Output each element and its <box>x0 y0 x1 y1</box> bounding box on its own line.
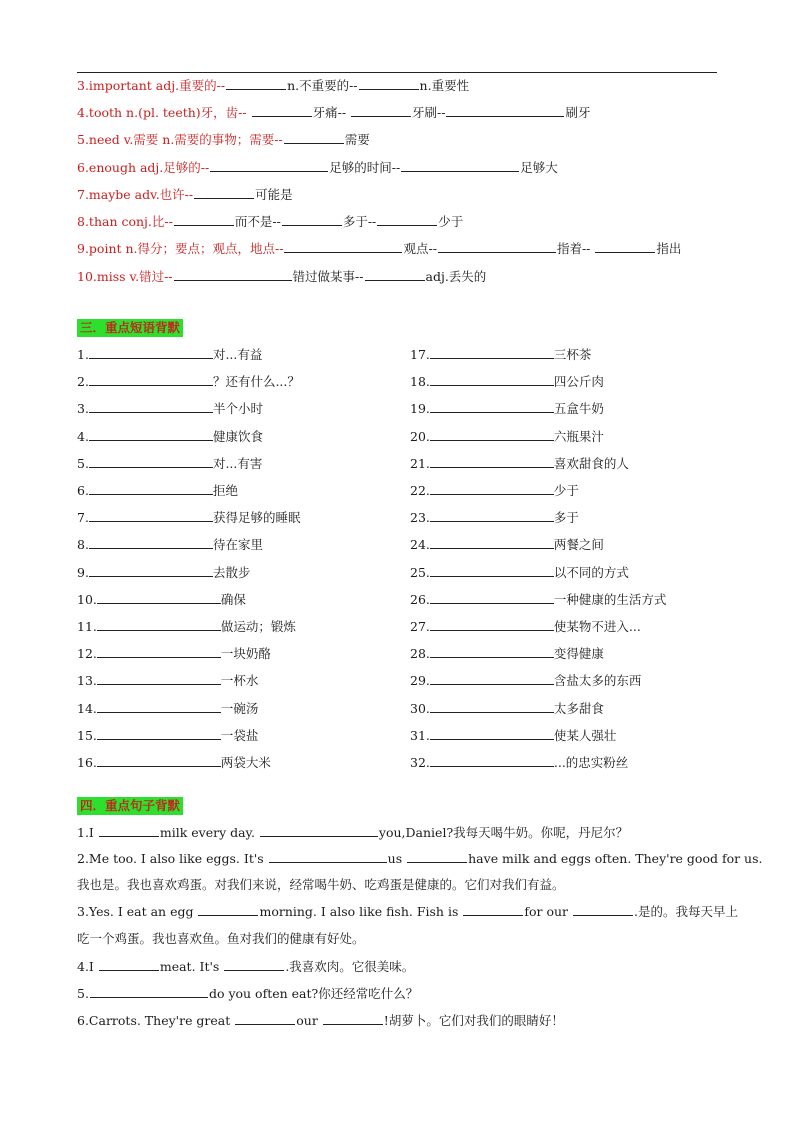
answer-blank[interactable] <box>99 825 159 837</box>
phrase-item <box>410 483 579 499</box>
answer-blank[interactable] <box>89 374 213 386</box>
sentence-line <box>77 1013 564 1029</box>
answer-blank[interactable] <box>194 187 254 199</box>
line-text: 多于-- <box>342 214 377 229</box>
answer-blank[interactable] <box>198 904 258 916</box>
phrase-item <box>77 728 258 744</box>
answer-blank[interactable] <box>430 565 554 577</box>
phrase-number: 3. <box>77 401 89 417</box>
phrase-item <box>410 429 604 445</box>
phrase-meaning: 喜欢甜食的人 <box>553 455 629 471</box>
phrase-meaning: 一碗汤 <box>220 700 259 716</box>
line-text: 少于 <box>438 214 464 229</box>
line-text: 9.point n.得分；要点；观点，地点-- <box>77 241 284 256</box>
phrase-item <box>77 374 300 390</box>
phrase-number: 8. <box>77 537 89 553</box>
phrase-number: 21. <box>410 455 430 471</box>
section3-heading: 三．重点短语背默 <box>77 319 183 337</box>
line-text: 观点-- <box>403 241 437 256</box>
line-text: .我喜欢肉。它很美味。 <box>285 959 415 974</box>
phrase-meaning: 确保 <box>220 591 246 607</box>
line-text: milk every day. <box>159 825 259 840</box>
line-text: 1.I <box>77 825 98 840</box>
phrase-item <box>410 374 604 390</box>
phrase-number: 24. <box>410 537 430 553</box>
answer-blank[interactable] <box>446 105 564 117</box>
answer-blank[interactable] <box>351 105 411 117</box>
phrase-number: 15. <box>77 727 97 743</box>
answer-blank[interactable] <box>595 241 655 253</box>
phrase-meaning: 健康饮食 <box>212 428 263 444</box>
answer-blank[interactable] <box>97 728 221 740</box>
phrase-item <box>77 565 250 581</box>
answer-blank[interactable] <box>359 78 419 90</box>
line-text: morning. I also like fish. Fish is <box>259 904 463 919</box>
phrase-item <box>410 510 579 526</box>
phrase-item <box>410 673 641 689</box>
line-text: 7.maybe adv.也许-- <box>77 187 194 202</box>
phrase-item <box>410 755 628 771</box>
answer-blank[interactable] <box>407 851 467 863</box>
line-text: 5. <box>77 986 89 1001</box>
phrase-number: 6. <box>77 483 89 498</box>
sentence-line <box>77 959 414 975</box>
phrase-number: 32. <box>410 755 430 770</box>
answer-blank[interactable] <box>97 646 221 658</box>
phrase-meaning: 两袋大米 <box>220 755 271 770</box>
answer-blank[interactable] <box>269 851 387 863</box>
vocab-line <box>77 132 370 148</box>
line-text: 4.I <box>77 959 98 974</box>
line-text: 3.Yes. I eat an egg <box>77 904 198 919</box>
line-text: !胡萝卜。它们对我们的眼睛好！ <box>383 1013 564 1028</box>
phrase-meaning: 待在家里 <box>212 537 263 553</box>
phrase-number: 20. <box>410 428 430 444</box>
answer-blank[interactable] <box>284 241 402 253</box>
phrase-meaning: 太多甜食 <box>553 700 604 716</box>
answer-blank[interactable] <box>430 755 554 767</box>
sentence-line <box>77 825 628 841</box>
line-text: have milk and eggs often. They're good for us. <box>468 851 763 866</box>
sentence-line <box>77 877 565 893</box>
line-text: 指出 <box>656 241 682 256</box>
phrase-item <box>410 646 604 662</box>
answer-blank[interactable] <box>430 401 554 413</box>
line-text: 5.need v.需要 n.需要的事物；需要-- <box>77 132 283 147</box>
phrase-item <box>77 483 238 499</box>
phrase-number: 28. <box>410 646 430 662</box>
phrase-item <box>410 347 591 363</box>
vocab-line <box>77 269 486 285</box>
answer-blank[interactable] <box>573 904 633 916</box>
phrase-meaning: 变得健康 <box>553 646 604 662</box>
answer-blank[interactable] <box>282 214 342 226</box>
phrase-meaning: 一杯水 <box>220 673 259 689</box>
answer-blank[interactable] <box>210 160 328 172</box>
line-text: 6.Carrots. They're great <box>77 1013 235 1028</box>
phrase-item <box>410 401 604 417</box>
phrase-meaning: 使某人强壮 <box>553 727 617 743</box>
phrase-number: 26. <box>410 591 430 607</box>
line-text: 4.tooth n.(pl. teeth)牙，齿-- <box>77 105 251 120</box>
phrase-number: 19. <box>410 401 430 417</box>
answer-blank[interactable] <box>260 825 378 837</box>
phrase-item <box>410 537 604 553</box>
phrase-item <box>77 347 262 363</box>
answer-blank[interactable] <box>430 592 554 604</box>
line-text: 我也是。我也喜欢鸡蛋。对我们来说，经常喝牛奶、吃鸡蛋是健康的。它们对我们有益。 <box>77 877 565 892</box>
phrase-number: 27. <box>410 619 430 634</box>
phrase-number: 10. <box>77 591 97 607</box>
section4-heading: 四．重点句子背默 <box>77 797 183 815</box>
phrase-meaning: 含盐太多的东西 <box>553 673 642 689</box>
answer-blank[interactable] <box>97 592 221 604</box>
answer-blank[interactable] <box>323 1013 383 1025</box>
answer-blank[interactable] <box>252 105 312 117</box>
phrase-item <box>77 619 296 635</box>
phrase-item <box>410 565 629 581</box>
line-text: 而不是-- <box>234 214 281 229</box>
answer-blank[interactable] <box>430 456 554 468</box>
phrase-meaning: 五盒牛奶 <box>553 401 604 417</box>
answer-blank[interactable] <box>89 483 213 495</box>
answer-blank[interactable] <box>89 456 213 468</box>
line-text: us <box>387 851 407 866</box>
phrase-meaning: ...的忠实粉丝 <box>553 755 629 770</box>
answer-blank[interactable] <box>430 510 554 522</box>
line-text: 牙痛-- <box>312 105 351 120</box>
phrase-item <box>410 619 641 635</box>
answer-blank[interactable] <box>430 619 554 631</box>
line-text: 6.enough adj.足够的-- <box>77 160 210 175</box>
line-text: 10.miss v.错过-- <box>77 269 173 284</box>
sentence-line <box>77 986 418 1002</box>
sentence-line <box>77 904 738 920</box>
phrase-meaning: 获得足够的睡眠 <box>212 510 301 526</box>
line-text: 8.than conj.比-- <box>77 214 173 229</box>
line-text: 吃一个鸡蛋。我也喜欢鱼。鱼对我们的健康有好处。 <box>77 931 365 946</box>
answer-blank[interactable] <box>235 1013 295 1025</box>
line-text: 可能是 <box>255 187 293 202</box>
phrase-number: 29. <box>410 673 430 689</box>
phrase-number: 16. <box>77 755 97 770</box>
vocab-line <box>77 241 681 257</box>
answer-blank[interactable] <box>89 510 213 522</box>
vocab-line <box>77 105 590 121</box>
line-text: n.重要性 <box>419 78 470 93</box>
answer-blank[interactable] <box>89 401 213 413</box>
phrase-item <box>77 537 263 553</box>
phrase-meaning: 拒绝 <box>212 483 238 498</box>
phrase-meaning: 一块奶酪 <box>220 646 271 662</box>
answer-blank[interactable] <box>430 646 554 658</box>
vocab-line <box>77 214 463 230</box>
answer-blank[interactable] <box>89 429 213 441</box>
line-text: 需要 <box>344 132 370 147</box>
phrase-meaning: 四公斤肉 <box>553 374 604 390</box>
phrase-meaning: 使某物不进入... <box>553 619 641 634</box>
phrase-meaning: 一种健康的生活方式 <box>553 591 667 607</box>
phrase-number: 9. <box>77 564 89 580</box>
phrase-number: 25. <box>410 564 430 580</box>
phrase-meaning: 去散步 <box>212 564 251 580</box>
answer-blank[interactable] <box>401 160 519 172</box>
line-text: you,Daniel?我每天喝牛奶。你呢，丹尼尔？ <box>378 825 629 840</box>
phrase-item <box>77 755 271 771</box>
phrase-meaning: 三杯茶 <box>553 347 592 362</box>
phrase-number: 17. <box>410 347 430 362</box>
answer-blank[interactable] <box>97 619 221 631</box>
answer-blank[interactable] <box>97 755 221 767</box>
line-text: for our <box>524 904 572 919</box>
answer-blank[interactable] <box>90 986 208 998</box>
vocab-line <box>77 160 558 176</box>
phrase-meaning: ？还有什么...？ <box>212 374 300 390</box>
phrase-item <box>77 401 263 417</box>
phrase-number: 23. <box>410 510 430 526</box>
answer-blank[interactable] <box>430 374 554 386</box>
phrase-number: 18. <box>410 374 430 390</box>
phrase-item <box>77 673 258 689</box>
phrase-item <box>77 456 262 472</box>
phrase-number: 1. <box>77 347 89 362</box>
phrase-item <box>410 456 629 472</box>
phrase-meaning: 少于 <box>553 483 579 498</box>
answer-blank[interactable] <box>89 347 213 359</box>
line-text: do you often eat?你还经常吃什么？ <box>208 986 419 1001</box>
phrase-meaning: 做运动；锻炼 <box>220 619 296 634</box>
vocab-line <box>77 187 293 203</box>
phrase-number: 12. <box>77 646 97 662</box>
phrase-meaning: 一袋盐 <box>220 727 259 743</box>
sentence-line <box>77 931 365 947</box>
answer-blank[interactable] <box>430 429 554 441</box>
line-text: 足够大 <box>520 160 558 175</box>
answer-blank[interactable] <box>430 537 554 549</box>
phrase-number: 11. <box>77 619 97 634</box>
line-text: 牙刷-- <box>412 105 446 120</box>
phrase-number: 13. <box>77 673 97 689</box>
answer-blank[interactable] <box>377 214 437 226</box>
answer-blank[interactable] <box>174 269 292 281</box>
phrase-item <box>410 701 604 717</box>
line-text: our <box>296 1013 322 1028</box>
answer-blank[interactable] <box>365 269 425 281</box>
answer-blank[interactable] <box>89 565 213 577</box>
phrase-number: 7. <box>77 510 89 526</box>
line-text: n.不重要的-- <box>287 78 358 93</box>
phrase-item <box>77 701 258 717</box>
answer-blank[interactable] <box>438 241 556 253</box>
line-text: 刷牙 <box>565 105 591 120</box>
phrase-meaning: 多于 <box>553 510 579 526</box>
phrase-number: 5. <box>77 455 89 471</box>
phrase-meaning: 六瓶果汁 <box>553 428 604 444</box>
answer-blank[interactable] <box>89 537 213 549</box>
phrase-number: 14. <box>77 700 97 716</box>
phrase-item <box>77 510 300 526</box>
answer-blank[interactable] <box>226 78 286 90</box>
line-text: 3.important adj.重要的-- <box>77 78 226 93</box>
answer-blank[interactable] <box>97 673 221 685</box>
phrase-number: 2. <box>77 374 89 390</box>
answer-blank[interactable] <box>284 132 344 144</box>
phrase-item <box>77 592 246 608</box>
phrase-meaning: 对...有害 <box>212 455 263 471</box>
phrase-number: 4. <box>77 428 89 444</box>
line-text: 足够的时间-- <box>329 160 401 175</box>
phrase-meaning: 对...有益 <box>212 347 263 362</box>
phrase-number: 30. <box>410 700 430 716</box>
phrase-item <box>77 646 271 662</box>
answer-blank[interactable] <box>430 347 554 359</box>
line-text: 指着-- <box>556 241 595 256</box>
phrase-meaning: 以不同的方式 <box>553 564 629 580</box>
answer-blank[interactable] <box>430 728 554 740</box>
answer-blank[interactable] <box>99 959 159 971</box>
sentence-line <box>77 851 763 867</box>
phrase-number: 22. <box>410 483 430 498</box>
phrase-meaning: 半个小时 <box>212 401 263 417</box>
top-rule <box>77 72 717 73</box>
line-text: 2.Me too. I also like eggs. It's <box>77 851 268 866</box>
vocab-line <box>77 78 469 94</box>
line-text: 错过做某事-- <box>292 269 364 284</box>
answer-blank[interactable] <box>430 701 554 713</box>
phrase-item <box>77 429 263 445</box>
phrase-item <box>410 728 616 744</box>
phrase-meaning: 两餐之间 <box>553 537 604 553</box>
line-text: adj.丢失的 <box>425 269 487 284</box>
answer-blank[interactable] <box>97 701 221 713</box>
line-text: .是的。我每天早上 <box>633 904 738 919</box>
answer-blank[interactable] <box>174 214 234 226</box>
phrase-item <box>410 592 666 608</box>
phrase-number: 31. <box>410 727 430 743</box>
answer-blank[interactable] <box>463 904 523 916</box>
answer-blank[interactable] <box>430 673 554 685</box>
line-text: meat. It's <box>159 959 224 974</box>
answer-blank[interactable] <box>430 483 554 495</box>
answer-blank[interactable] <box>224 959 284 971</box>
